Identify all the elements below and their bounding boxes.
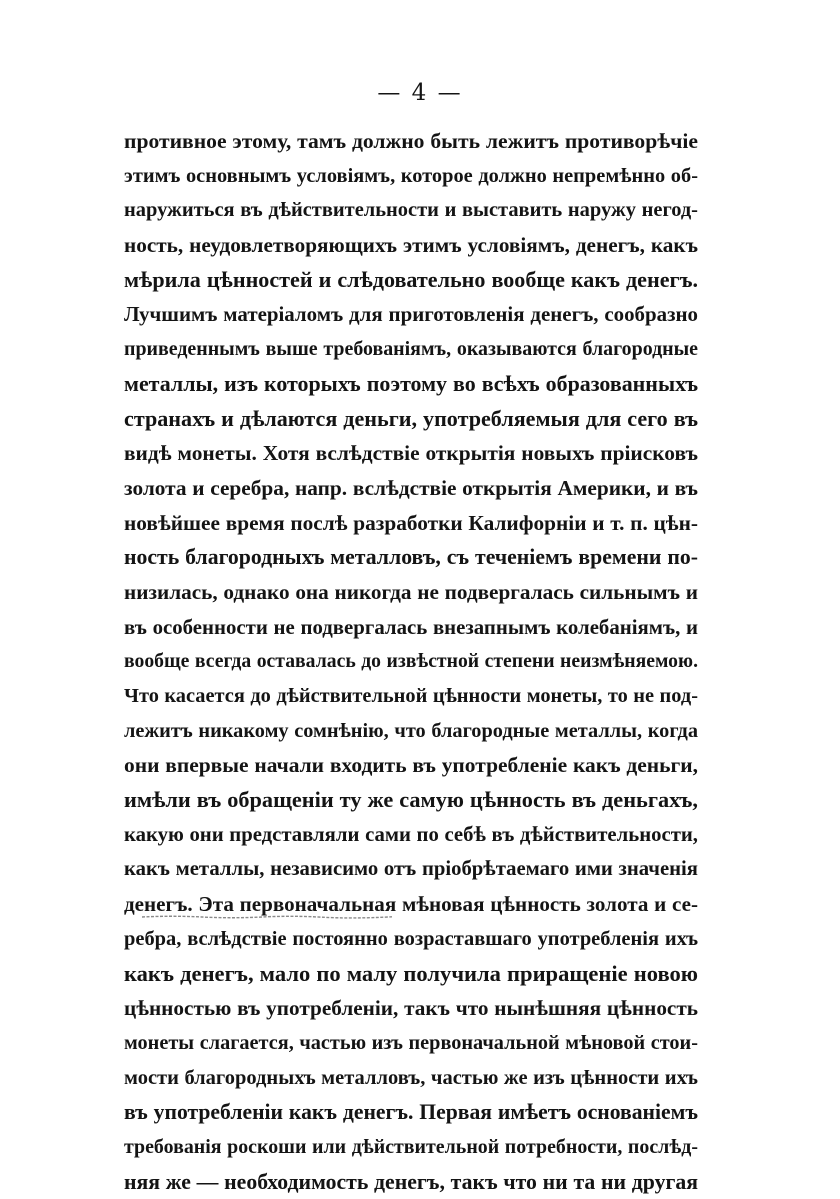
text-line: этимъ основнымъ условіямъ, которое должно непремѣнно об- (124, 164, 698, 187)
text-line: въ употребленіи какъ денегъ. Первая имѣетъ основаніемъ (124, 1100, 698, 1125)
text-line: приведеннымъ выше требованіямъ, оказываются благородные (124, 338, 698, 361)
text-line: видѣ монеты. Хотя вслѣдствіе открытія новыхъ пріисковъ (124, 441, 698, 466)
text-line: какъ металлы, независимо отъ пріобрѣтаемаго ими значенія (124, 858, 698, 881)
text-line: золота и серебра, напр. вслѣдствіе открытія Америки, и въ (124, 475, 698, 500)
text-line: какую они представляли сами по себѣ въ дѣйствительности, (124, 823, 698, 846)
text-line: низилась, однако она никогда не подвергалась сильнымъ и (124, 579, 698, 604)
text-line: какъ денегъ, мало по малу получила приращеніе новою (124, 960, 698, 986)
text-line: денегъ. Эта первоначальная мѣновая цѣнность золота и се- (124, 892, 698, 917)
body-text (124, 124, 698, 1199)
text-line: мости благородныхъ металловъ, частью же изъ цѣнности ихъ (124, 1066, 698, 1089)
page-number: — 4 — (377, 80, 463, 106)
text-line: монеты слагается, частью изъ первоначальной мѣновой стои- (124, 1031, 698, 1054)
text-line: вообще всегда оставалась до извѣстной степени неизмѣняемою. (124, 650, 698, 673)
text-line: ность, неудовлетворяющихъ этимъ условіямъ, денегъ, какъ (124, 233, 698, 258)
text-line: ность благородныхъ металловъ, съ теченіемъ времени по- (124, 545, 698, 570)
text-line: имѣли въ обращеніи ту же самую цѣнность въ деньгахъ, (124, 787, 698, 813)
text-line: требованія роскоши или дѣйствительной потребности, послѣд- (124, 1135, 698, 1158)
ink-smudge (142, 915, 392, 919)
text-line: странахъ и дѣлаются деньги, употребляемыя для сего въ (124, 405, 698, 431)
text-line: новѣйшее время послѣ разработки Калифорніи и т. п. цѣн- (124, 510, 698, 535)
text-line: Лучшимъ матеріаломъ для приготовленія денегъ, сообразно (124, 302, 698, 327)
text-line: въ особенности не подвергалась внезапнымъ колебаніямъ, и (124, 614, 698, 639)
text-line: металлы, изъ которыхъ поэтому во всѣхъ образованныхъ (124, 370, 698, 396)
text-line: они впервые начали входить въ употребленіе какъ деньги, (124, 753, 698, 778)
text-line: ребра, вслѣдствіе постоянно возраставшаго употребленія ихъ (124, 927, 698, 950)
text-line: лежитъ никакому сомнѣнію, что благородные металлы, когда (124, 719, 698, 742)
text-line: Что касается до дѣйствительной цѣнности монеты, то не под- (124, 685, 698, 707)
text-line: мѣрила цѣнностей и слѣдовательно вообще какъ денегъ. (124, 266, 698, 292)
text-line: противное этому, тамъ должно быть лежитъ противорѣчіе (124, 129, 698, 153)
text-line: няя же — необходимость денегъ, такъ что ни та ни другая (124, 1169, 698, 1194)
text-line: наружиться въ дѣйствительности и выставить наружу негод- (124, 199, 698, 222)
text-line: цѣнностью въ употребленіи, такъ что нынѣшняя цѣнность (124, 996, 698, 1021)
